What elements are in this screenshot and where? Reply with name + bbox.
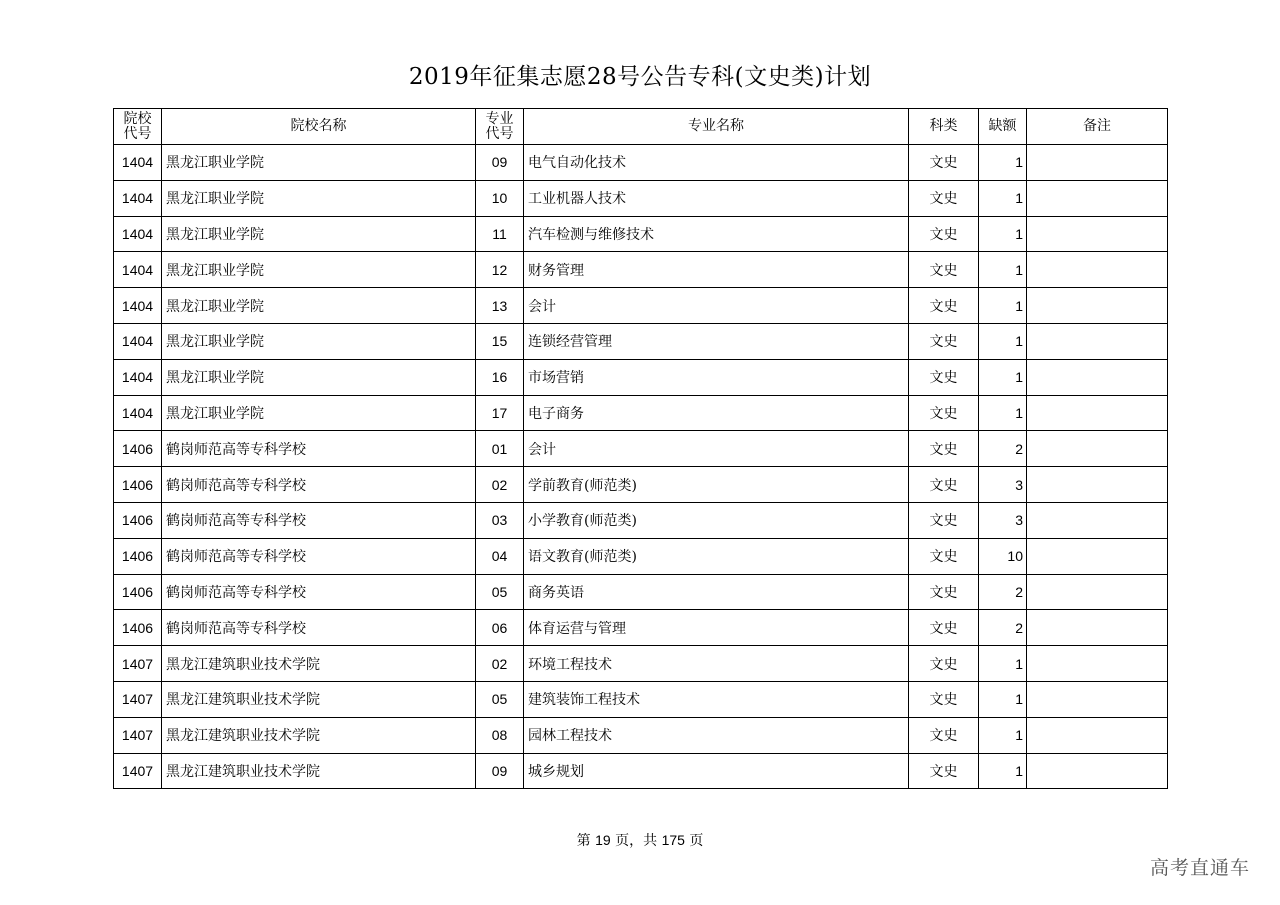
cell-school-code: 1404 — [114, 288, 162, 324]
footer-suffix: 页 — [689, 833, 704, 849]
cell-quota: 1 — [979, 753, 1027, 789]
cell-category: 文史 — [909, 252, 979, 288]
cell-major-code: 13 — [476, 288, 524, 324]
table-body — [114, 145, 1168, 789]
cell-school-name: 黑龙江职业学院 — [162, 216, 476, 252]
cell-major-code: 02 — [476, 467, 524, 503]
cell-remark — [1027, 610, 1168, 646]
cell-quota: 3 — [979, 502, 1027, 538]
cell-quota: 1 — [979, 252, 1027, 288]
cell-school-code: 1407 — [114, 681, 162, 717]
page-footer — [0, 830, 1280, 850]
cell-school-name: 鹤岗师范高等专科学校 — [162, 467, 476, 503]
cell-school-code: 1407 — [114, 717, 162, 753]
cell-category: 文史 — [909, 216, 979, 252]
cell-major-name: 商务英语 — [524, 574, 909, 610]
cell-school-name: 黑龙江建筑职业技术学院 — [162, 681, 476, 717]
table-header-row — [114, 109, 1168, 145]
table-row — [114, 288, 1168, 324]
cell-remark — [1027, 288, 1168, 324]
cell-remark — [1027, 216, 1168, 252]
cell-school-name: 黑龙江建筑职业技术学院 — [162, 646, 476, 682]
cell-school-code: 1406 — [114, 610, 162, 646]
header-school-name: 院校名称 — [162, 109, 476, 145]
cell-quota: 1 — [979, 395, 1027, 431]
table-row — [114, 180, 1168, 216]
footer-prefix: 第 — [576, 833, 591, 849]
cell-remark — [1027, 681, 1168, 717]
cell-school-code: 1404 — [114, 323, 162, 359]
cell-school-code: 1406 — [114, 574, 162, 610]
cell-remark — [1027, 574, 1168, 610]
cell-category: 文史 — [909, 646, 979, 682]
cell-remark — [1027, 359, 1168, 395]
cell-major-name: 体育运营与管理 — [524, 610, 909, 646]
table-row — [114, 681, 1168, 717]
table-row — [114, 216, 1168, 252]
table-row — [114, 502, 1168, 538]
cell-major-name: 市场营销 — [524, 359, 909, 395]
cell-category: 文史 — [909, 323, 979, 359]
cell-school-code: 1404 — [114, 216, 162, 252]
cell-remark — [1027, 717, 1168, 753]
cell-quota: 2 — [979, 574, 1027, 610]
cell-major-code: 09 — [476, 753, 524, 789]
cell-quota: 1 — [979, 323, 1027, 359]
header-school-code: 院校代号 — [114, 109, 162, 145]
header-major-code: 专业代号 — [476, 109, 524, 145]
header-category: 科类 — [909, 109, 979, 145]
cell-remark — [1027, 323, 1168, 359]
cell-school-name: 鹤岗师范高等专科学校 — [162, 502, 476, 538]
cell-major-name: 电子商务 — [524, 395, 909, 431]
cell-category: 文史 — [909, 145, 979, 181]
table-row — [114, 574, 1168, 610]
cell-major-name: 连锁经营管理 — [524, 323, 909, 359]
cell-school-code: 1404 — [114, 252, 162, 288]
header-quota: 缺额 — [979, 109, 1027, 145]
cell-category: 文史 — [909, 395, 979, 431]
cell-major-code: 03 — [476, 502, 524, 538]
cell-category: 文史 — [909, 574, 979, 610]
cell-category: 文史 — [909, 717, 979, 753]
cell-major-name: 财务管理 — [524, 252, 909, 288]
cell-remark — [1027, 180, 1168, 216]
cell-major-code: 05 — [476, 574, 524, 610]
cell-category: 文史 — [909, 288, 979, 324]
cell-school-code: 1404 — [114, 395, 162, 431]
cell-remark — [1027, 252, 1168, 288]
header-major-name: 专业名称 — [524, 109, 909, 145]
cell-major-code: 11 — [476, 216, 524, 252]
cell-category: 文史 — [909, 431, 979, 467]
cell-major-name: 环境工程技术 — [524, 646, 909, 682]
cell-quota: 1 — [979, 145, 1027, 181]
cell-school-name: 黑龙江职业学院 — [162, 252, 476, 288]
footer-middle: 页，共 — [615, 833, 658, 849]
table-row — [114, 646, 1168, 682]
cell-category: 文史 — [909, 467, 979, 503]
cell-remark — [1027, 753, 1168, 789]
cell-school-code: 1406 — [114, 467, 162, 503]
cell-major-name: 园林工程技术 — [524, 717, 909, 753]
cell-school-name: 黑龙江职业学院 — [162, 395, 476, 431]
cell-remark — [1027, 646, 1168, 682]
table-row — [114, 431, 1168, 467]
cell-major-code: 06 — [476, 610, 524, 646]
table-row — [114, 538, 1168, 574]
cell-quota: 1 — [979, 180, 1027, 216]
cell-school-name: 鹤岗师范高等专科学校 — [162, 431, 476, 467]
cell-school-code: 1407 — [114, 753, 162, 789]
footer-total-pages: 175 — [661, 832, 685, 848]
table-row — [114, 323, 1168, 359]
table-row — [114, 467, 1168, 503]
cell-school-name: 黑龙江职业学院 — [162, 359, 476, 395]
cell-school-name: 黑龙江建筑职业技术学院 — [162, 753, 476, 789]
cell-remark — [1027, 538, 1168, 574]
cell-major-name: 建筑装饰工程技术 — [524, 681, 909, 717]
cell-major-name: 电气自动化技术 — [524, 145, 909, 181]
cell-category: 文史 — [909, 538, 979, 574]
cell-major-code: 09 — [476, 145, 524, 181]
cell-major-code: 08 — [476, 717, 524, 753]
cell-major-code: 05 — [476, 681, 524, 717]
cell-major-code: 01 — [476, 431, 524, 467]
cell-category: 文史 — [909, 180, 979, 216]
header-remark: 备注 — [1027, 109, 1168, 145]
cell-school-code: 1404 — [114, 145, 162, 181]
cell-remark — [1027, 395, 1168, 431]
cell-major-code: 12 — [476, 252, 524, 288]
cell-major-name: 语文教育(师范类) — [524, 538, 909, 574]
cell-quota: 1 — [979, 646, 1027, 682]
cell-remark — [1027, 502, 1168, 538]
watermark-text: 高考直通车 — [1149, 857, 1250, 879]
cell-quota: 2 — [979, 610, 1027, 646]
cell-category: 文史 — [909, 610, 979, 646]
cell-major-code: 17 — [476, 395, 524, 431]
cell-category: 文史 — [909, 753, 979, 789]
cell-remark — [1027, 467, 1168, 503]
cell-quota: 10 — [979, 538, 1027, 574]
cell-school-name: 鹤岗师范高等专科学校 — [162, 574, 476, 610]
table-row — [114, 753, 1168, 789]
table-row — [114, 359, 1168, 395]
cell-major-name: 会计 — [524, 431, 909, 467]
cell-school-name: 黑龙江建筑职业技术学院 — [162, 717, 476, 753]
cell-major-name: 会计 — [524, 288, 909, 324]
cell-school-name: 黑龙江职业学院 — [162, 145, 476, 181]
cell-school-code: 1407 — [114, 646, 162, 682]
table-row — [114, 395, 1168, 431]
cell-category: 文史 — [909, 681, 979, 717]
cell-school-name: 黑龙江职业学院 — [162, 180, 476, 216]
cell-major-name: 学前教育(师范类) — [524, 467, 909, 503]
cell-school-code: 1404 — [114, 180, 162, 216]
cell-major-name: 汽车检测与维修技术 — [524, 216, 909, 252]
cell-quota: 1 — [979, 359, 1027, 395]
table-row — [114, 610, 1168, 646]
table-row — [114, 145, 1168, 181]
cell-quota: 1 — [979, 717, 1027, 753]
cell-major-code: 02 — [476, 646, 524, 682]
cell-remark — [1027, 431, 1168, 467]
cell-school-code: 1406 — [114, 538, 162, 574]
cell-school-name: 鹤岗师范高等专科学校 — [162, 610, 476, 646]
plan-table — [113, 108, 1168, 789]
cell-quota: 1 — [979, 216, 1027, 252]
cell-major-name: 城乡规划 — [524, 753, 909, 789]
footer-current-page: 19 — [595, 832, 611, 848]
cell-school-code: 1406 — [114, 431, 162, 467]
cell-school-name: 黑龙江职业学院 — [162, 288, 476, 324]
cell-major-code: 04 — [476, 538, 524, 574]
cell-major-code: 16 — [476, 359, 524, 395]
cell-school-code: 1406 — [114, 502, 162, 538]
cell-major-code: 15 — [476, 323, 524, 359]
cell-quota: 1 — [979, 288, 1027, 324]
cell-school-name: 黑龙江职业学院 — [162, 323, 476, 359]
cell-major-name: 工业机器人技术 — [524, 180, 909, 216]
cell-quota: 2 — [979, 431, 1027, 467]
cell-major-code: 10 — [476, 180, 524, 216]
cell-school-name: 鹤岗师范高等专科学校 — [162, 538, 476, 574]
cell-remark — [1027, 145, 1168, 181]
table-row — [114, 717, 1168, 753]
cell-category: 文史 — [909, 359, 979, 395]
table-row — [114, 252, 1168, 288]
document-title: 2019年征集志愿28号公告专科(文史类)计划 — [408, 64, 872, 90]
cell-quota: 1 — [979, 681, 1027, 717]
cell-school-code: 1404 — [114, 359, 162, 395]
cell-category: 文史 — [909, 502, 979, 538]
cell-quota: 3 — [979, 467, 1027, 503]
cell-major-name: 小学教育(师范类) — [524, 502, 909, 538]
